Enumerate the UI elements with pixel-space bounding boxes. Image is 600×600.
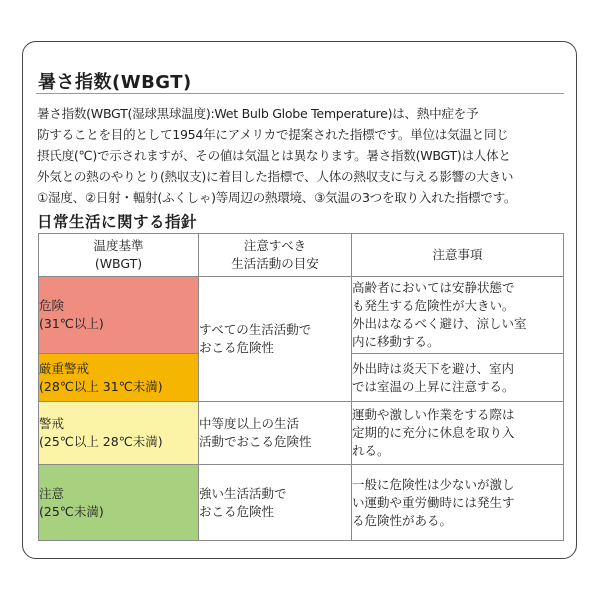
guideline-table [38, 233, 564, 541]
level-range: (25℃以上 28℃未満) [39, 434, 163, 449]
description-text: 暑さ指数(WBGT(湿球黒球温度):Wet Bulb Globe Temperature)は、熱中症を予 防することを目的として1954年にアメリカで提案された指標です。単位は気温と同じ 摂氏度(℃)で示されますが、その値は気温とは異なります。暑さ指数(WBGT)は人体と 外気との熱のやりとり(熱収支)に着目した指標で、人体の熱収支に与える影響の大きい ①湿度、②日射・輻射(ふくしゃ)等周辺の熱環境、③気温の3つを取り入れた指標です。 [37, 106, 517, 205]
table-header-row [39, 234, 564, 277]
title-divider [36, 93, 564, 94]
header-notes: 注意事項 [352, 234, 564, 277]
activity-cell: 中等度以上の生活 活動でおこる危険性 [199, 402, 352, 465]
table-row [39, 277, 564, 354]
level-cell-caution [39, 465, 199, 541]
level-cell-danger [39, 277, 199, 354]
level-name: 警戒 [39, 416, 65, 431]
level-name: 厳重警戒 [39, 360, 90, 376]
activity-cell: すべての生活活動で おこる危険性 [199, 277, 352, 402]
notes-cell: 運動や激しい作業をする際は 定期的に充分に休息を取り入 れる。 [352, 402, 564, 465]
table-row [39, 402, 564, 465]
notes-cell: 高齢者においては安静状態で も発生する危険性が大きい。 外出はなるべく避け、涼しい室 内に移動する。 [352, 277, 564, 354]
activity-cell: 強い生活活動で おこる危険性 [199, 465, 352, 541]
notes-cell: 一般に危険性は少ないが激し い運動や重労働時には発生す る危険性がある。 [352, 465, 564, 541]
level-name: 注意 [39, 485, 65, 501]
level-range: (25℃未満) [39, 503, 104, 519]
level-name: 危険 [39, 298, 65, 313]
guide-subtitle: 日常生活に関する指針 [37, 213, 198, 231]
level-cell-warning [39, 402, 199, 465]
header-activity: 注意すべき 生活活動の目安 [199, 234, 352, 277]
table-row [39, 465, 564, 541]
notes-cell: 外出時は炎天下を避け、室内 では室温の上昇に注意する。 [352, 354, 564, 402]
level-cell-severe [39, 354, 199, 402]
page-title: 暑さ指数(WBGT) [38, 72, 192, 93]
level-range: (28℃以上 31℃未満) [39, 378, 163, 394]
level-range: (31℃以上) [39, 316, 104, 331]
header-standard: 温度基準 (WBGT) [39, 234, 199, 277]
